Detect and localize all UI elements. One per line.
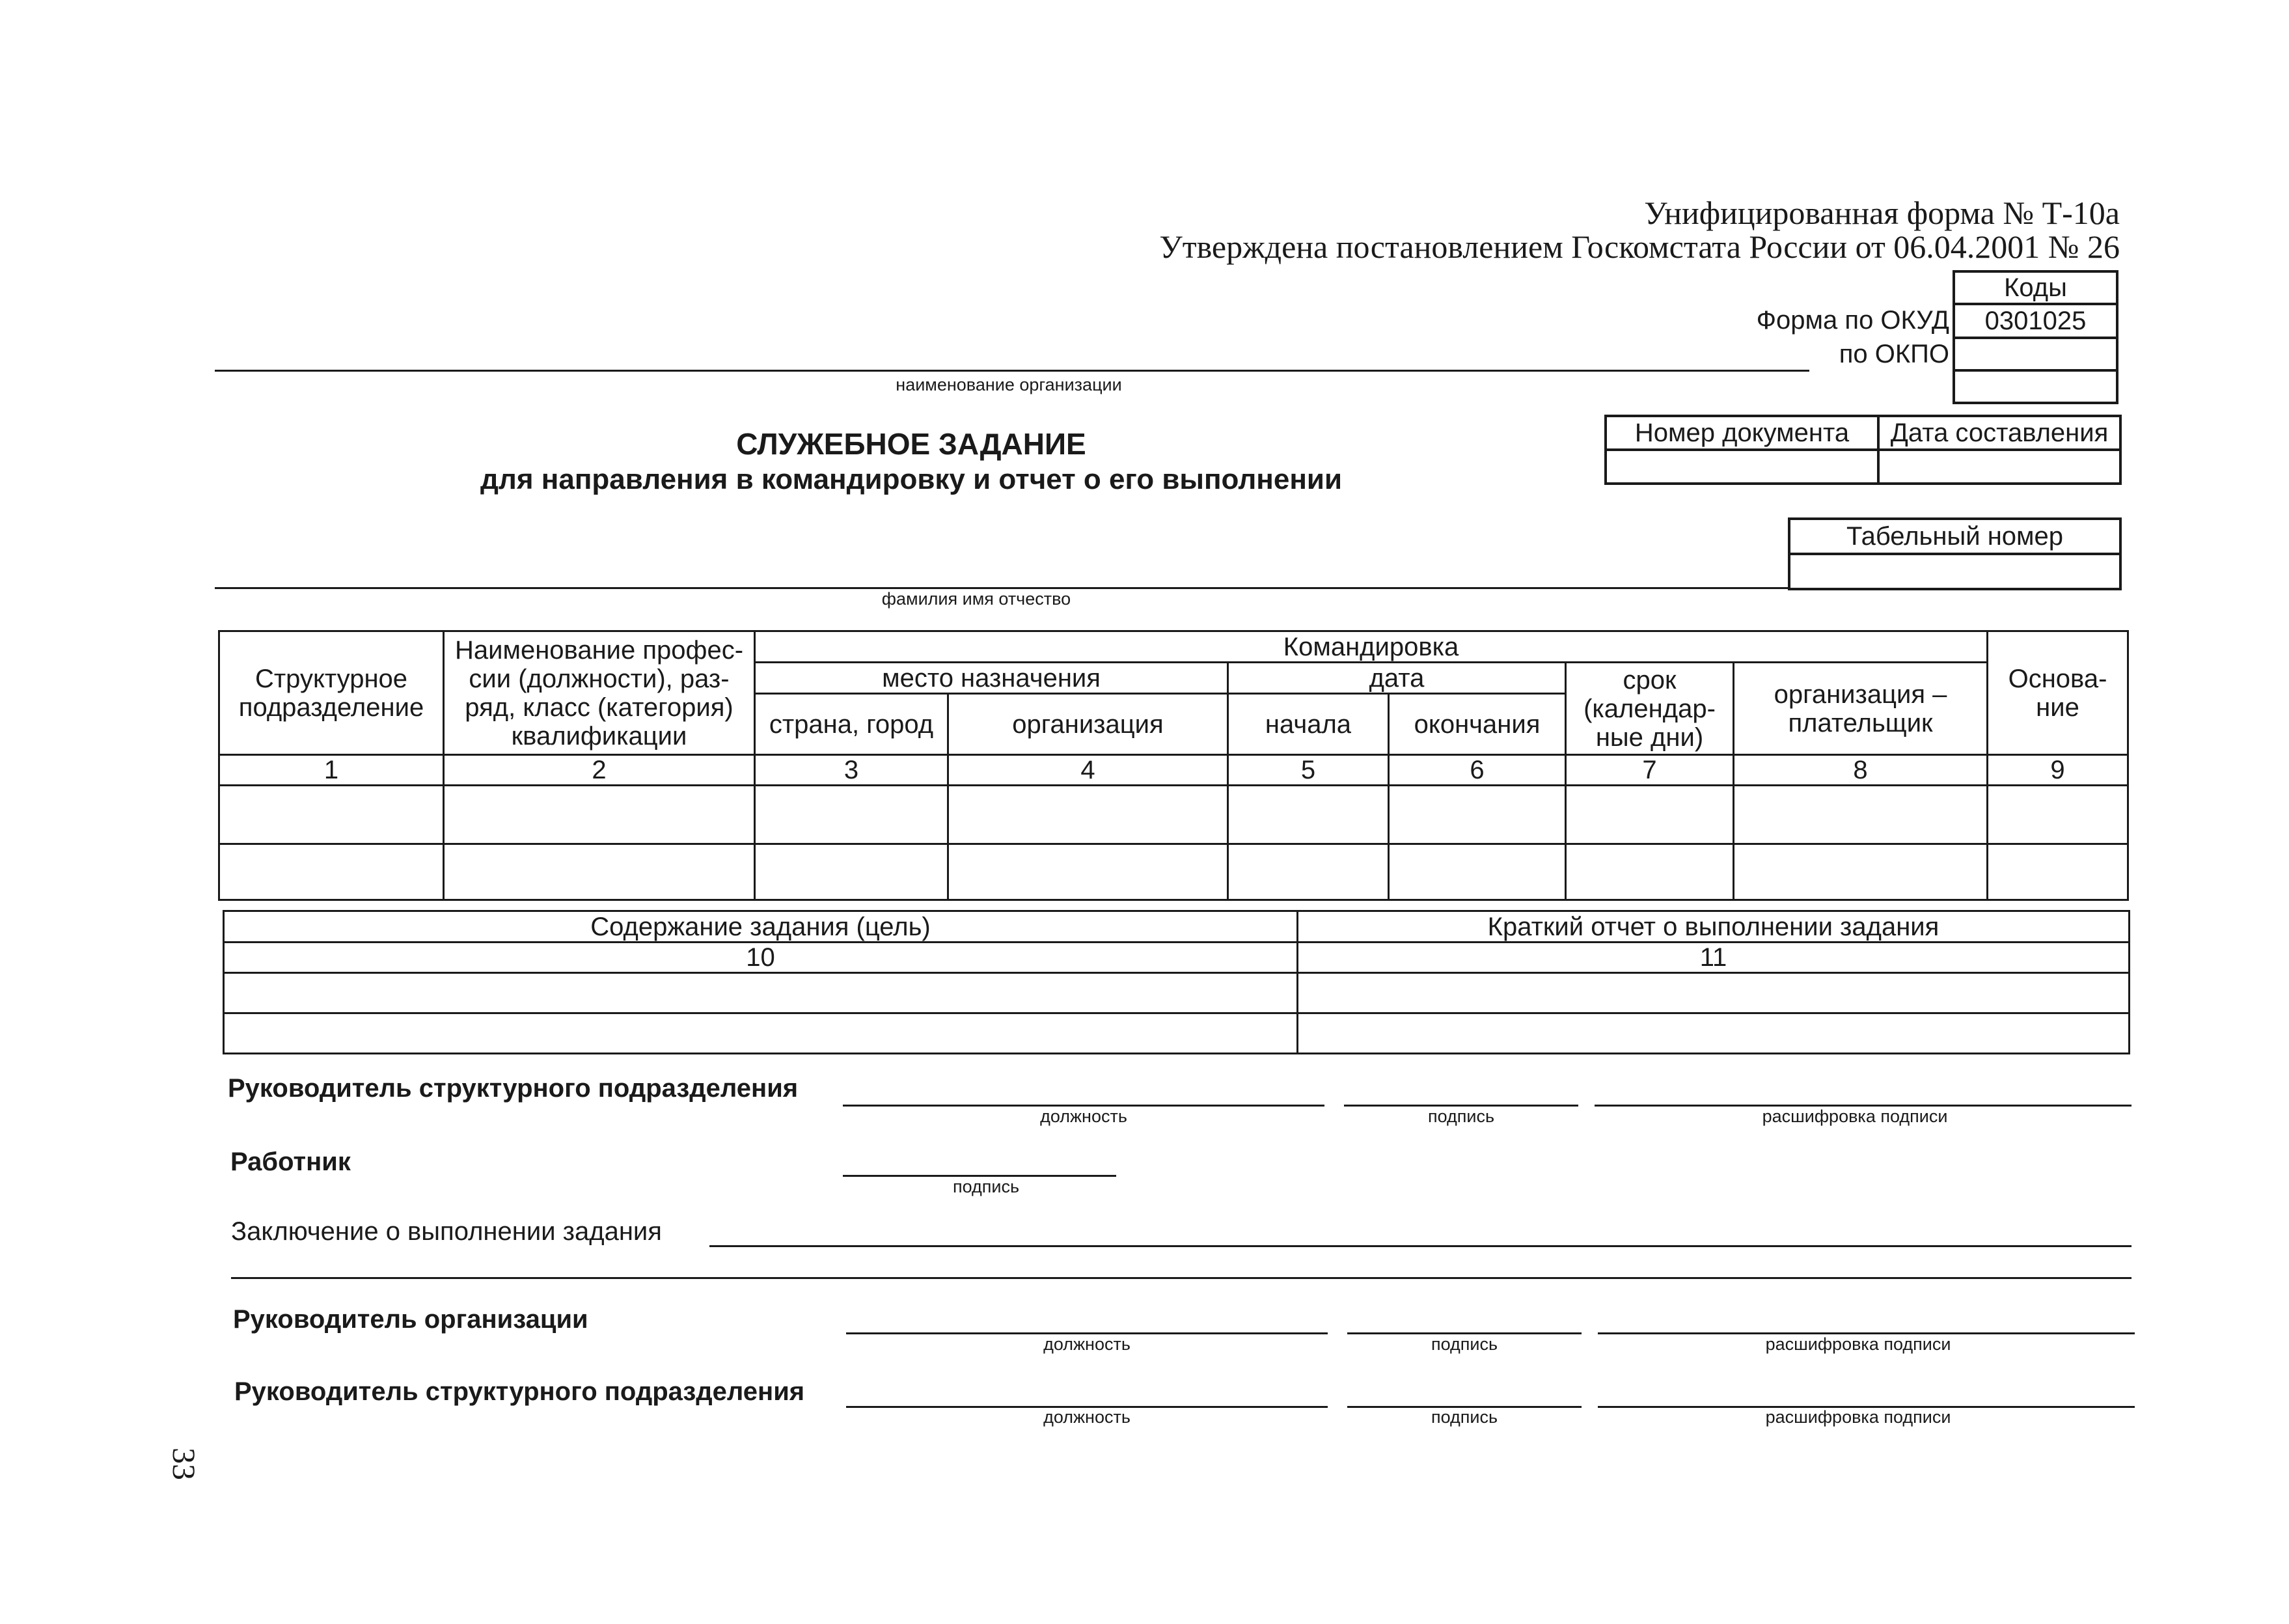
group-destination: место назначения: [755, 663, 1228, 694]
table-row: [224, 973, 2130, 1013]
signature-caption: подпись: [1427, 1107, 1495, 1126]
assignment-table: [218, 630, 2129, 901]
table-cell[interactable]: [1734, 786, 1988, 844]
col-end: окончания: [1389, 694, 1566, 755]
table-cell[interactable]: [219, 786, 444, 844]
decode-caption: расшифровка подписи: [1765, 1334, 1951, 1354]
form-title: Унифицированная форма № Т-10а: [1644, 195, 2120, 231]
column-number: 9: [1988, 755, 2128, 786]
table-cell[interactable]: [755, 786, 948, 844]
table-cell[interactable]: [1389, 844, 1566, 900]
col-profession: Наименование профес-сии (должности), раз-ряд, класс (категория) квалификации: [444, 631, 755, 755]
column-number: 2: [444, 755, 755, 786]
decode-caption: расшифровка подписи: [1765, 1407, 1951, 1427]
head-org-label: Руководитель организации: [233, 1305, 588, 1334]
column-number: 10: [224, 943, 1298, 973]
position-caption: должность: [1043, 1334, 1131, 1354]
table-cell[interactable]: [1566, 844, 1734, 900]
decode-caption: расшифровка подписи: [1762, 1107, 1948, 1126]
table-cell[interactable]: [444, 786, 755, 844]
col-duration: срок (календар-ные дни): [1566, 663, 1734, 755]
tabel-number-table: [1788, 517, 2122, 590]
column-number: 8: [1734, 755, 1988, 786]
col-country-city: страна, город: [755, 694, 948, 755]
table-cell[interactable]: [1988, 786, 2128, 844]
task-report-cell[interactable]: [1298, 1013, 2130, 1054]
group-date: дата: [1228, 663, 1566, 694]
approval-line: Утверждена постановлением Госкомстата России от 06.04.2001 № 26: [1159, 228, 2120, 265]
page-number: 33: [166, 1448, 202, 1480]
table-cell[interactable]: [1389, 786, 1566, 844]
head-unit-label-1: Руководитель структурного подразделения: [228, 1074, 799, 1103]
organization-caption: наименование организации: [896, 375, 1122, 394]
worker-signature-caption: подпись: [952, 1177, 1020, 1196]
organization-line: [215, 370, 1809, 372]
organization-value[interactable]: [215, 342, 1809, 368]
task-report-cell[interactable]: [1298, 973, 2130, 1013]
codes-header: Коды: [1954, 271, 2117, 304]
okud-value: 0301025: [1954, 304, 2117, 338]
column-number: 1: [219, 755, 444, 786]
column-number: 5: [1228, 755, 1389, 786]
doc-number-table: [1604, 415, 2122, 485]
doc-date-label: Дата составления: [1878, 416, 2120, 450]
position-caption: должность: [1043, 1407, 1131, 1427]
table-row: [224, 1013, 2130, 1054]
employee-name-caption: фамилия имя отчество: [881, 589, 1071, 609]
okpo-value: [1954, 338, 2117, 370]
task-content-header: Содержание задания (цель): [224, 911, 1298, 943]
position-caption: должность: [1040, 1107, 1127, 1126]
okpo-label: по ОКПО: [1839, 340, 1949, 368]
table-row: [219, 844, 2128, 900]
doc-date-value[interactable]: [1878, 450, 2120, 484]
col-organization: организация: [948, 694, 1228, 755]
conclusion-line-1[interactable]: [709, 1245, 2131, 1247]
document-subtitle: для направления в командировку и отчет о его выполнении: [480, 463, 1342, 495]
task-report-header: Краткий отчет о выполнении задания: [1298, 911, 2130, 943]
table-cell[interactable]: [1734, 844, 1988, 900]
table-cell[interactable]: [755, 844, 948, 900]
codes-table: [1953, 270, 2118, 404]
head-unit-label-2: Руководитель структурного подразделения: [234, 1377, 805, 1406]
table-cell[interactable]: [1566, 786, 1734, 844]
conclusion-line-2[interactable]: [231, 1277, 2131, 1279]
col-structural-unit: Структурное подразделение: [219, 631, 444, 755]
task-content-cell[interactable]: [224, 973, 1298, 1013]
column-numbers-row: [219, 755, 2128, 786]
column-number: 11: [1298, 943, 2130, 973]
okud-label: Форма по ОКУД: [1756, 306, 1949, 335]
table-cell[interactable]: [948, 786, 1228, 844]
doc-number-value[interactable]: [1606, 450, 1878, 484]
table-row: [219, 786, 2128, 844]
column-number: 6: [1389, 755, 1566, 786]
column-number: 3: [755, 755, 948, 786]
column-number: 7: [1566, 755, 1734, 786]
tabel-number-label: Табельный номер: [1789, 519, 2120, 554]
task-content-cell[interactable]: [224, 1013, 1298, 1054]
col-payer: организация – плательщик: [1734, 663, 1988, 755]
col-basis: Основа-ние: [1988, 631, 2128, 755]
task-report-table: [223, 910, 2130, 1054]
col-start: начала: [1228, 694, 1389, 755]
table-cell[interactable]: [948, 844, 1228, 900]
table-cell[interactable]: [1988, 844, 2128, 900]
codes-extra-cell: [1954, 370, 2117, 403]
employee-name-value[interactable]: [215, 558, 1790, 585]
worker-label: Работник: [230, 1148, 351, 1176]
table-cell[interactable]: [1228, 786, 1389, 844]
table-cell[interactable]: [1228, 844, 1389, 900]
signature-caption: подпись: [1431, 1407, 1498, 1427]
table-cell[interactable]: [219, 844, 444, 900]
conclusion-label: Заключение о выполнении задания: [231, 1217, 662, 1246]
tabel-number-value[interactable]: [1789, 554, 2120, 589]
signature-caption: подпись: [1431, 1334, 1498, 1354]
document-title: СЛУЖЕБНОЕ ЗАДАНИЕ: [736, 427, 1086, 461]
column-number: 4: [948, 755, 1228, 786]
group-business-trip: Командировка: [755, 631, 1988, 663]
table-cell[interactable]: [444, 844, 755, 900]
doc-number-label: Номер документа: [1606, 416, 1878, 450]
